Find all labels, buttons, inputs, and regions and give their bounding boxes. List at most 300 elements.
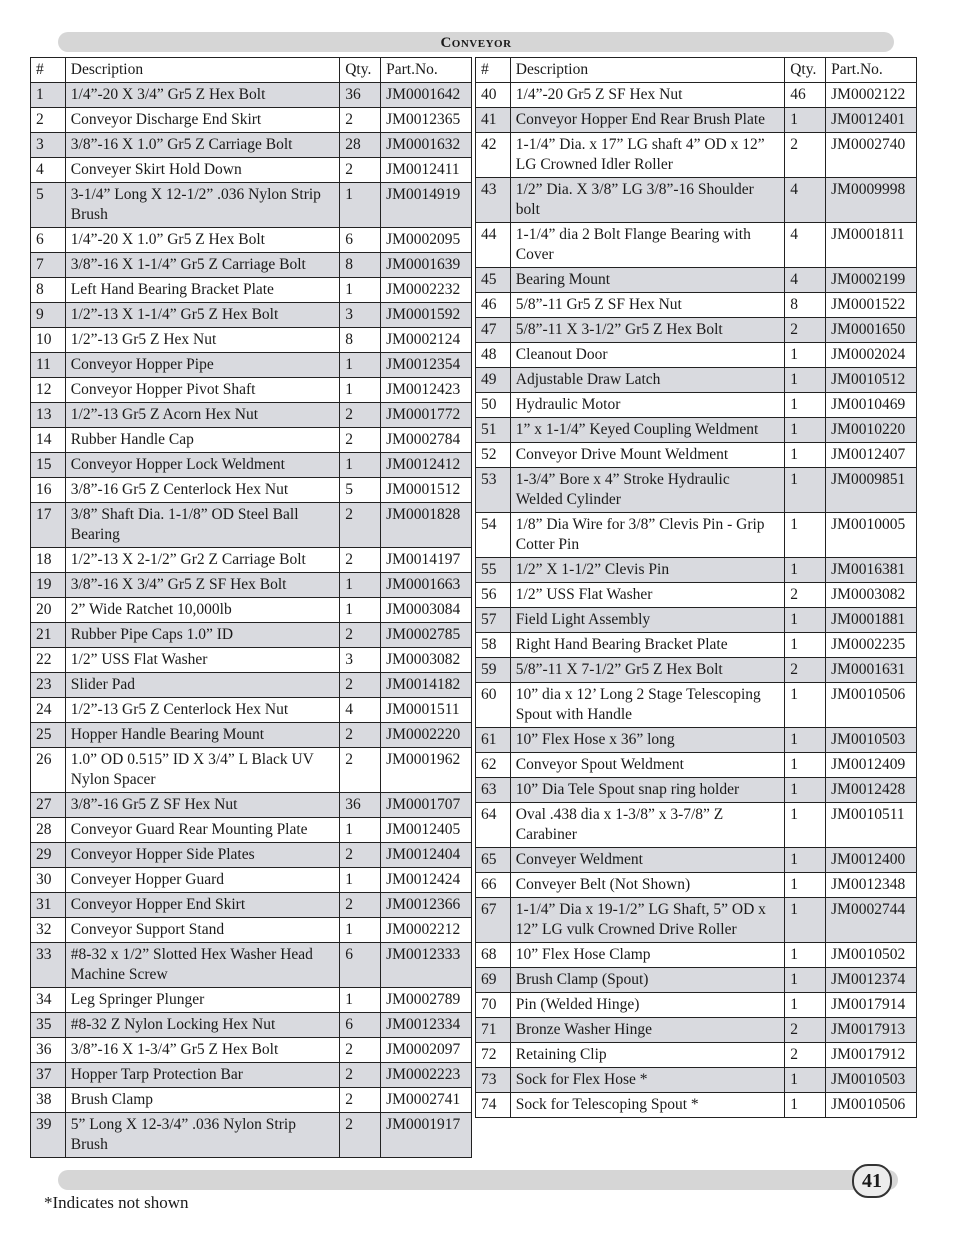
row-description: Conveyor Hopper End Skirt: [65, 893, 339, 918]
row-description: Cleanout Door: [510, 343, 784, 368]
row-part-no: JM0012407: [826, 443, 917, 468]
row-num: 69: [476, 968, 511, 993]
row-qty: 1: [785, 608, 826, 633]
row-part-no: JM0012366: [381, 893, 472, 918]
row-description: 1-1/4” Dia x 19-1/2” LG Shaft, 5” OD x 12” LG vulk Crowned Drive Roller: [510, 898, 784, 943]
row-description: Hydraulic Motor: [510, 393, 784, 418]
row-part-no: JM0001522: [826, 293, 917, 318]
row-part-no: JM0012365: [381, 108, 472, 133]
row-part-no: JM0001511: [381, 698, 472, 723]
row-qty: 1: [785, 468, 826, 513]
row-num: 40: [476, 83, 511, 108]
table-row: [476, 728, 917, 753]
header-description: Description: [65, 58, 339, 83]
row-qty: 1: [785, 1093, 826, 1118]
row-num: 20: [31, 598, 66, 623]
row-description: Oval .438 dia x 1-3/8” x 3-7/8” Z Carabiner: [510, 803, 784, 848]
row-qty: 3: [340, 303, 381, 328]
row-qty: 2: [340, 843, 381, 868]
table-row: [476, 1093, 917, 1118]
row-num: 48: [476, 343, 511, 368]
row-part-no: JM0017912: [826, 1043, 917, 1068]
row-description: 1/2”-13 X 1-1/4” Gr5 Z Hex Bolt: [65, 303, 339, 328]
table-row: [476, 108, 917, 133]
table-row: [476, 968, 917, 993]
row-part-no: JM0002789: [381, 988, 472, 1013]
row-part-no: JM0017914: [826, 993, 917, 1018]
row-qty: 2: [785, 658, 826, 683]
row-part-no: JM0003084: [381, 598, 472, 623]
table-row: [31, 918, 472, 943]
row-description: Conveyor Support Stand: [65, 918, 339, 943]
row-description: Conveyor Spout Weldment: [510, 753, 784, 778]
row-part-no: JM0001639: [381, 253, 472, 278]
row-part-no: JM0014197: [381, 548, 472, 573]
row-part-no: JM0014182: [381, 673, 472, 698]
table-row: [31, 573, 472, 598]
row-part-no: JM0010506: [826, 1093, 917, 1118]
row-description: 5/8”-11 X 3-1/2” Gr5 Z Hex Bolt: [510, 318, 784, 343]
row-qty: 2: [340, 1088, 381, 1113]
row-part-no: JM0002235: [826, 633, 917, 658]
table-row: [31, 598, 472, 623]
row-num: 67: [476, 898, 511, 943]
row-qty: 2: [340, 723, 381, 748]
table-row: [31, 893, 472, 918]
row-description: 1/2”-13 X 2-1/2” Gr2 Z Carriage Bolt: [65, 548, 339, 573]
table-row: [476, 133, 917, 178]
table-row: [31, 1038, 472, 1063]
row-num: 7: [31, 253, 66, 278]
row-num: 64: [476, 803, 511, 848]
row-num: 14: [31, 428, 66, 453]
row-part-no: JM0001828: [381, 503, 472, 548]
row-num: 12: [31, 378, 66, 403]
row-part-no: JM0002784: [381, 428, 472, 453]
row-num: 21: [31, 623, 66, 648]
row-num: 33: [31, 943, 66, 988]
page-number: 41: [852, 1164, 892, 1198]
row-qty: 36: [340, 793, 381, 818]
row-qty: 1: [340, 573, 381, 598]
parts-table-left: [30, 57, 472, 1158]
table-row: [476, 318, 917, 343]
row-num: 68: [476, 943, 511, 968]
row-description: 3/8”-16 X 1.0” Gr5 Z Carriage Bolt: [65, 133, 339, 158]
row-num: 39: [31, 1113, 66, 1158]
row-qty: 2: [785, 133, 826, 178]
row-description: Conveyor Drive Mount Weldment: [510, 443, 784, 468]
row-part-no: JM0001881: [826, 608, 917, 633]
table-row: [31, 843, 472, 868]
table-row: [31, 623, 472, 648]
row-description: Conveyer Belt (Not Shown): [510, 873, 784, 898]
row-num: 57: [476, 608, 511, 633]
table-row: [31, 478, 472, 503]
row-num: 23: [31, 673, 66, 698]
row-qty: 1: [340, 598, 381, 623]
row-num: 3: [31, 133, 66, 158]
row-num: 13: [31, 403, 66, 428]
row-description: Bearing Mount: [510, 268, 784, 293]
header-part-no: Part.No.: [826, 58, 917, 83]
row-num: 62: [476, 753, 511, 778]
header-description: Description: [510, 58, 784, 83]
row-num: 41: [476, 108, 511, 133]
row-num: 25: [31, 723, 66, 748]
row-qty: 1: [340, 918, 381, 943]
table-row: [31, 1013, 472, 1038]
table-row: [31, 868, 472, 893]
header-qty: Qty.: [340, 58, 381, 83]
row-num: 8: [31, 278, 66, 303]
row-part-no: JM0010512: [826, 368, 917, 393]
row-num: 70: [476, 993, 511, 1018]
row-description: Slider Pad: [65, 673, 339, 698]
row-part-no: JM0012405: [381, 818, 472, 843]
table-row: [31, 453, 472, 478]
row-qty: 1: [785, 728, 826, 753]
row-qty: 2: [785, 318, 826, 343]
row-part-no: JM0010503: [826, 728, 917, 753]
row-qty: 1: [785, 848, 826, 873]
table-row: [31, 723, 472, 748]
row-part-no: JM0010503: [826, 1068, 917, 1093]
row-part-no: JM0012354: [381, 353, 472, 378]
row-num: 22: [31, 648, 66, 673]
row-description: Conveyer Hopper Guard: [65, 868, 339, 893]
row-num: 49: [476, 368, 511, 393]
row-part-no: JM0012412: [381, 453, 472, 478]
row-num: 47: [476, 318, 511, 343]
row-description: Brush Clamp (Spout): [510, 968, 784, 993]
row-part-no: JM0012428: [826, 778, 917, 803]
row-qty: 1: [340, 378, 381, 403]
table-row: [31, 303, 472, 328]
row-part-no: JM0009998: [826, 178, 917, 223]
row-part-no: JM0010220: [826, 418, 917, 443]
row-description: Conveyor Guard Rear Mounting Plate: [65, 818, 339, 843]
row-part-no: JM0001707: [381, 793, 472, 818]
row-num: 11: [31, 353, 66, 378]
table-row: [31, 748, 472, 793]
table-row: [476, 943, 917, 968]
row-qty: 1: [785, 513, 826, 558]
table-row: [476, 803, 917, 848]
row-num: 38: [31, 1088, 66, 1113]
table-row: [31, 278, 472, 303]
row-description: Retaining Clip: [510, 1043, 784, 1068]
row-qty: 1: [340, 453, 381, 478]
row-part-no: JM0002740: [826, 133, 917, 178]
table-row: [31, 353, 472, 378]
row-description: 5/8”-11 X 7-1/2” Gr5 Z Hex Bolt: [510, 658, 784, 683]
row-qty: 1: [785, 418, 826, 443]
table-row: [476, 848, 917, 873]
row-qty: 1: [785, 803, 826, 848]
row-qty: 1: [785, 898, 826, 943]
row-qty: 1: [785, 368, 826, 393]
row-description: Conveyor Discharge End Skirt: [65, 108, 339, 133]
row-num: 43: [476, 178, 511, 223]
row-num: 32: [31, 918, 66, 943]
table-row: [31, 818, 472, 843]
row-description: Conveyor Hopper Side Plates: [65, 843, 339, 868]
row-qty: 1: [340, 278, 381, 303]
table-row: [31, 793, 472, 818]
row-num: 46: [476, 293, 511, 318]
table-row: [476, 683, 917, 728]
table-row: [476, 468, 917, 513]
row-part-no: JM0002220: [381, 723, 472, 748]
row-part-no: JM0002024: [826, 343, 917, 368]
table-row: [476, 293, 917, 318]
row-part-no: JM0012400: [826, 848, 917, 873]
row-description: 5” Long X 12-3/4” .036 Nylon Strip Brush: [65, 1113, 339, 1158]
row-description: 3/8”-16 X 1-1/4” Gr5 Z Carriage Bolt: [65, 253, 339, 278]
table-row: [31, 673, 472, 698]
row-num: 61: [476, 728, 511, 753]
row-num: 53: [476, 468, 511, 513]
row-description: Hopper Tarp Protection Bar: [65, 1063, 339, 1088]
row-description: 1/2” USS Flat Washer: [510, 583, 784, 608]
table-row: [476, 223, 917, 268]
table-row: [31, 1063, 472, 1088]
row-part-no: JM0002785: [381, 623, 472, 648]
row-description: 1-1/4” dia 2 Bolt Flange Bearing with Cover: [510, 223, 784, 268]
row-num: 30: [31, 868, 66, 893]
row-part-no: JM0001962: [381, 748, 472, 793]
row-num: 63: [476, 778, 511, 803]
row-num: 29: [31, 843, 66, 868]
row-qty: 2: [340, 548, 381, 573]
row-description: 1/4”-20 Gr5 Z SF Hex Nut: [510, 83, 784, 108]
row-part-no: JM0001632: [381, 133, 472, 158]
table-row: [476, 513, 917, 558]
row-qty: 2: [340, 748, 381, 793]
row-num: 6: [31, 228, 66, 253]
row-qty: 1: [785, 558, 826, 583]
row-description: Rubber Pipe Caps 1.0” ID: [65, 623, 339, 648]
row-part-no: JM0002741: [381, 1088, 472, 1113]
row-description: #8-32 Z Nylon Locking Hex Nut: [65, 1013, 339, 1038]
row-num: 58: [476, 633, 511, 658]
row-description: 1-3/4” Bore x 4” Stroke Hydraulic Welded Cylinder: [510, 468, 784, 513]
header-num: #: [31, 58, 66, 83]
row-num: 10: [31, 328, 66, 353]
row-description: 1/2”-13 Gr5 Z Centerlock Hex Nut: [65, 698, 339, 723]
row-num: 9: [31, 303, 66, 328]
row-qty: 2: [340, 623, 381, 648]
table-row: [31, 648, 472, 673]
row-description: #8-32 x 1/2” Slotted Hex Washer Head Machine Screw: [65, 943, 339, 988]
table-row: [31, 403, 472, 428]
row-num: 16: [31, 478, 66, 503]
row-num: 73: [476, 1068, 511, 1093]
header-qty: Qty.: [785, 58, 826, 83]
row-description: 1/8” Dia Wire for 3/8” Clevis Pin - Grip Cotter Pin: [510, 513, 784, 558]
row-part-no: JM0002122: [826, 83, 917, 108]
row-part-no: JM0014919: [381, 183, 472, 228]
row-description: 3/8”-16 X 1-3/4” Gr5 Z Hex Bolt: [65, 1038, 339, 1063]
row-description: Adjustable Draw Latch: [510, 368, 784, 393]
row-qty: 1: [340, 988, 381, 1013]
row-part-no: JM0010005: [826, 513, 917, 558]
row-num: 31: [31, 893, 66, 918]
table-row: [476, 898, 917, 943]
row-part-no: JM0016381: [826, 558, 917, 583]
row-description: Bronze Washer Hinge: [510, 1018, 784, 1043]
row-description: 3/8”-16 Gr5 Z Centerlock Hex Nut: [65, 478, 339, 503]
table-row: [31, 1113, 472, 1158]
row-part-no: JM0002212: [381, 918, 472, 943]
row-part-no: JM0017913: [826, 1018, 917, 1043]
row-num: 65: [476, 848, 511, 873]
table-row: [31, 548, 472, 573]
row-qty: 2: [340, 108, 381, 133]
row-part-no: JM0003082: [381, 648, 472, 673]
row-num: 74: [476, 1093, 511, 1118]
row-description: 1/2” USS Flat Washer: [65, 648, 339, 673]
table-row: [31, 228, 472, 253]
row-qty: 2: [340, 1063, 381, 1088]
table-row: [476, 178, 917, 223]
row-part-no: JM0010511: [826, 803, 917, 848]
row-part-no: JM0002199: [826, 268, 917, 293]
row-description: 10” Flex Hose Clamp: [510, 943, 784, 968]
row-qty: 2: [785, 1018, 826, 1043]
row-part-no: JM0001592: [381, 303, 472, 328]
row-description: Hopper Handle Bearing Mount: [65, 723, 339, 748]
row-qty: 2: [340, 673, 381, 698]
row-description: Conveyer Skirt Hold Down: [65, 158, 339, 183]
row-num: 37: [31, 1063, 66, 1088]
row-num: 52: [476, 443, 511, 468]
table-row: [31, 378, 472, 403]
row-num: 60: [476, 683, 511, 728]
table-row: [476, 993, 917, 1018]
row-num: 45: [476, 268, 511, 293]
row-num: 35: [31, 1013, 66, 1038]
row-qty: 1: [785, 873, 826, 898]
row-num: 2: [31, 108, 66, 133]
row-part-no: JM0001663: [381, 573, 472, 598]
row-qty: 4: [340, 698, 381, 723]
table-row: [476, 1068, 917, 1093]
row-description: 1/2” X 1-1/2” Clevis Pin: [510, 558, 784, 583]
row-part-no: JM0003082: [826, 583, 917, 608]
row-description: 3/8”-16 X 3/4” Gr5 Z SF Hex Bolt: [65, 573, 339, 598]
table-header-row: [476, 58, 917, 83]
row-qty: 4: [785, 178, 826, 223]
row-qty: 1: [785, 1068, 826, 1093]
row-num: 36: [31, 1038, 66, 1063]
parts-table-right: [475, 57, 917, 1118]
row-part-no: JM0002097: [381, 1038, 472, 1063]
row-qty: 8: [785, 293, 826, 318]
row-description: Leg Springer Plunger: [65, 988, 339, 1013]
row-description: 1” x 1-1/4” Keyed Coupling Weldment: [510, 418, 784, 443]
row-description: Conveyor Hopper Pivot Shaft: [65, 378, 339, 403]
row-description: 1.0” OD 0.515” ID X 3/4” L Black UV Nylon Spacer: [65, 748, 339, 793]
row-qty: 1: [340, 868, 381, 893]
row-part-no: JM0002232: [381, 278, 472, 303]
row-qty: 1: [785, 633, 826, 658]
row-description: Field Light Assembly: [510, 608, 784, 633]
row-description: 1/4”-20 X 3/4” Gr5 Z Hex Bolt: [65, 83, 339, 108]
row-qty: 8: [340, 253, 381, 278]
row-num: 5: [31, 183, 66, 228]
row-qty: 1: [340, 183, 381, 228]
row-part-no: JM0010506: [826, 683, 917, 728]
row-num: 27: [31, 793, 66, 818]
row-qty: 1: [785, 993, 826, 1018]
table-row: [476, 658, 917, 683]
row-description: Sock for Flex Hose *: [510, 1068, 784, 1093]
row-num: 17: [31, 503, 66, 548]
footnote: *Indicates not shown: [44, 1193, 189, 1212]
row-qty: 2: [340, 1113, 381, 1158]
table-row: [476, 873, 917, 898]
row-part-no: JM0012404: [381, 843, 472, 868]
table-row: [476, 1043, 917, 1068]
row-qty: 1: [785, 968, 826, 993]
row-description: Pin (Welded Hinge): [510, 993, 784, 1018]
row-part-no: JM0002223: [381, 1063, 472, 1088]
row-qty: 6: [340, 228, 381, 253]
row-description: 10” Flex Hose x 36” long: [510, 728, 784, 753]
row-description: 5/8”-11 Gr5 Z SF Hex Nut: [510, 293, 784, 318]
row-qty: 1: [785, 683, 826, 728]
table-row: [476, 418, 917, 443]
row-part-no: JM0001772: [381, 403, 472, 428]
row-qty: 2: [340, 893, 381, 918]
table-row: [476, 608, 917, 633]
row-num: 55: [476, 558, 511, 583]
row-part-no: JM0012409: [826, 753, 917, 778]
row-description: Right Hand Bearing Bracket Plate: [510, 633, 784, 658]
table-row: [31, 1088, 472, 1113]
row-num: 44: [476, 223, 511, 268]
row-num: 4: [31, 158, 66, 183]
row-description: 10” dia x 12’ Long 2 Stage Telescoping Spout with Handle: [510, 683, 784, 728]
row-part-no: JM0012334: [381, 1013, 472, 1038]
row-part-no: JM0010502: [826, 943, 917, 968]
table-row: [31, 83, 472, 108]
row-part-no: JM0012333: [381, 943, 472, 988]
row-qty: 1: [785, 943, 826, 968]
table-row: [476, 83, 917, 108]
row-part-no: JM0002744: [826, 898, 917, 943]
row-description: 3/8” Shaft Dia. 1-1/8” OD Steel Ball Bearing: [65, 503, 339, 548]
table-header-row: [31, 58, 472, 83]
table-row: [476, 368, 917, 393]
row-description: Conveyer Weldment: [510, 848, 784, 873]
table-row: [476, 343, 917, 368]
row-description: Conveyor Hopper End Rear Brush Plate: [510, 108, 784, 133]
row-num: 28: [31, 818, 66, 843]
row-description: 10” Dia Tele Spout snap ring holder: [510, 778, 784, 803]
row-num: 42: [476, 133, 511, 178]
table-row: [31, 183, 472, 228]
row-description: 2” Wide Ratchet 10,000lb: [65, 598, 339, 623]
row-description: 3/8”-16 Gr5 Z SF Hex Nut: [65, 793, 339, 818]
row-qty: 5: [340, 478, 381, 503]
footer-bar: [58, 1170, 898, 1190]
row-qty: 1: [785, 778, 826, 803]
row-qty: 2: [340, 428, 381, 453]
row-num: 19: [31, 573, 66, 598]
